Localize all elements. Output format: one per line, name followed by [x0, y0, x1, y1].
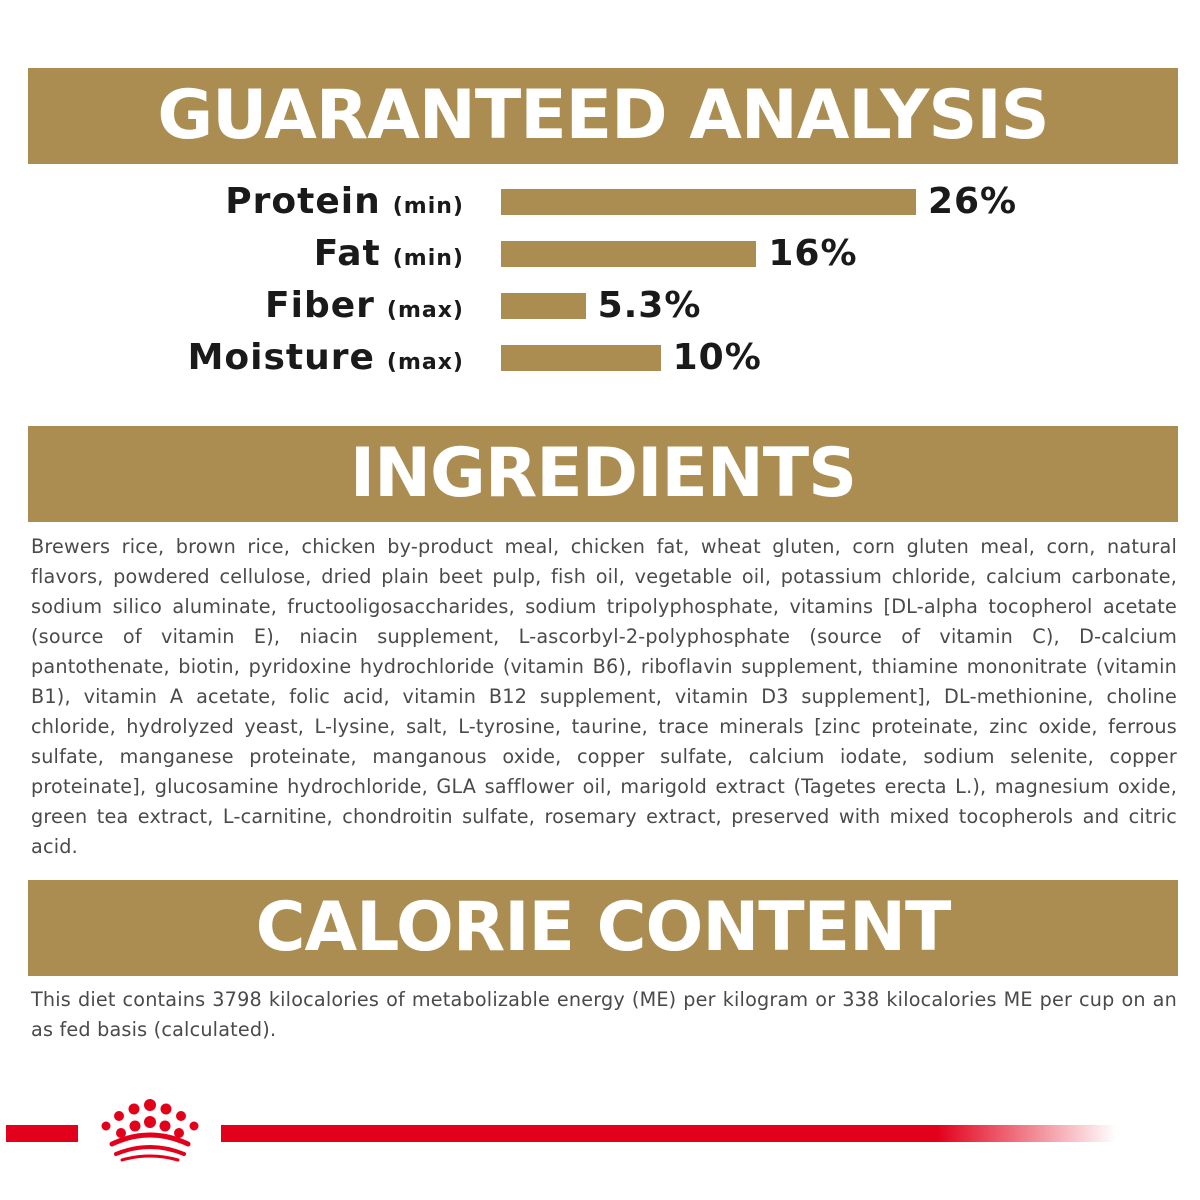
ingredients-text: Brewers rice, brown rice, chicken by-product meal, chicken fat, wheat gluten, corn gluten meal, corn, natural flavors, powdered cellulose, dried plain beet pulp, fish oil, vegetable oil, potassium chloride, calcium carbonate, sodium silico aluminate, fructooligosaccharides, sodium tripolyphosphate, vitamins [DL-alpha tocopherol acetate (source of vitamin E), niacin supplement, L-ascorbyl-2-polyphosphate (source of vitamin C), D-calcium pantothenate, biotin, pyridoxine hydrochloride (vitamin B6), riboflavin supplement, thiamine mononitrate (vitamin B1), vitamin A acetate, folic acid, vitamin B12 supplement, vitamin D3 supplement], DL-methionine, choline chloride, hydrolyzed yeast, L-lysine, salt, L-tyrosine, taurine, trace minerals [zinc proteinate, zinc oxide, ferrous sulfate, manganese proteinate, manganous oxide, copper sulfate, calcium iodate, sodium selenite, copper proteinate], glucosamine hydrochloride, GLA safflower oil, marigold extract (Tagetes erecta L.), magnesium oxide, green tea extract, L-carnitine, chondroitin sulfate, rosemary extract, preserved with mixed tocopherols and citric acid.: [31, 535, 1177, 858]
nutrient-label: [314, 232, 464, 276]
crown-icon: [88, 1096, 212, 1166]
calorie-banner: [28, 880, 1178, 976]
nutrient-qualifier: (min): [392, 194, 464, 219]
nutrient-bar: [501, 241, 756, 267]
nutrient-value: 26%: [927, 181, 1018, 222]
nutrient-value: 10%: [672, 337, 762, 378]
calorie-title: CALORIE CONTENT: [255, 888, 951, 967]
nutrient-value: 16%: [768, 233, 858, 274]
analysis-title: GUARANTEED ANALYSIS: [157, 76, 1049, 155]
analysis-row: [0, 232, 1200, 276]
nutrient-name: Fat: [313, 233, 381, 274]
nutrient-value: 5.3%: [597, 285, 702, 326]
footer-line-left: [6, 1125, 78, 1142]
nutrient-bar: [501, 293, 586, 319]
calorie-text: This diet contains 3798 kilocalories of metabolizable energy (ME) per kilogram or 338 kilocalories ME per cup on an as fed basis (calculated).: [31, 988, 1177, 1041]
nutrient-label: [225, 180, 464, 224]
nutrient-name: Moisture: [187, 337, 375, 378]
nutrient-bar: [501, 189, 916, 215]
nutrient-qualifier: (max): [386, 298, 464, 323]
nutrient-qualifier: (min): [392, 246, 464, 271]
footer-line-right: [221, 1125, 1116, 1142]
nutrient-qualifier: (max): [386, 350, 464, 375]
analysis-row: [0, 336, 1200, 380]
ingredients-banner: [28, 426, 1178, 522]
nutrient-label: [265, 284, 464, 328]
nutrient-name: Fiber: [265, 285, 375, 326]
nutrient-bar: [501, 345, 661, 371]
analysis-row: [0, 284, 1200, 328]
ingredients-title: INGREDIENTS: [349, 434, 857, 513]
nutrient-name: Protein: [225, 181, 381, 222]
analysis-row: [0, 180, 1200, 224]
nutrient-label: [188, 336, 464, 380]
analysis-banner: [28, 68, 1178, 164]
